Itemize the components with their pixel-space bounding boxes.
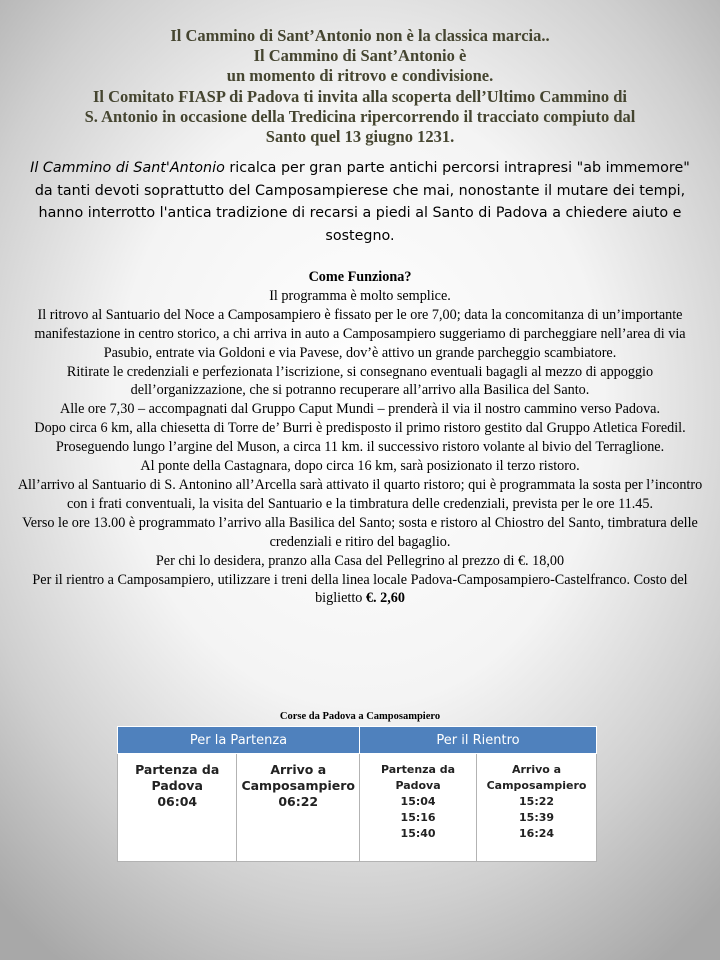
program-paragraph: Al ponte della Castagnara, dopo circa 16 km, sarà posizionato il terzo ristoro. bbox=[140, 458, 580, 475]
cell-title: Partenza da Padova bbox=[135, 762, 220, 793]
schedule-table bbox=[117, 726, 597, 862]
schedule-header-row bbox=[118, 727, 597, 754]
cell-title: Arrivo a Camposampiero bbox=[241, 762, 355, 793]
header-return: Per il Rientro bbox=[360, 727, 597, 754]
program-paragraph: Verso le ore 13.00 è programmato l’arrivo alla Basilica del Santo; sosta e ristoro al Chiostro del Santo, timbratura delle credenziali e ritiro del bagaglio. bbox=[22, 514, 698, 550]
intro-line: Il Cammino di Sant’Antonio è bbox=[253, 46, 467, 66]
cell-title: Arrivo a Camposampiero bbox=[486, 763, 587, 792]
program-paragraph: Alle ore 7,30 – accompagnati dal Gruppo Caput Mundi – prenderà il via il nostro cammino verso Padova. bbox=[59, 401, 661, 418]
cell-time: 15:22 bbox=[519, 795, 555, 808]
cell-time: 06:04 bbox=[157, 794, 198, 809]
program-paragraph: Il ritrovo al Santuario del Noce a Camposampiero è fissato per le ore 7,00; data la concomitanza di un’importante manifestazione in centro storico, a chi arriva in auto a Camposampiero suggeriamo di parcheggiare nell’area di via Pasubio, entrate via Goldoni e via Pavese, dov’è attivo un grande parcheggio scambiatore. bbox=[34, 306, 686, 361]
schedule-cell bbox=[477, 754, 597, 862]
intro-line: Il Cammino di Sant’Antonio non è la classica marcia.. bbox=[170, 26, 550, 45]
ticket-price: €. 2,60 bbox=[365, 590, 405, 607]
schedule-caption: Corse da Padova a Camposampiero bbox=[279, 711, 441, 722]
program-paragraph: Ritirate le credenziali e perfezionata l’iscrizione, si consegnano eventuali bagagli al mezzo di appoggio dell’organizzazione, che si potranno recuperare all’arrivo alla Basilica del Santo. bbox=[66, 363, 654, 399]
program-paragraph: Il programma è molto semplice. bbox=[269, 287, 451, 304]
cell-time: 15:04 bbox=[400, 795, 436, 808]
description-emphasis: Il Cammino di Sant'Antonio bbox=[30, 160, 225, 176]
intro-line: Santo quel 13 giugno 1231. bbox=[265, 127, 455, 147]
cell-time: 16:24 bbox=[519, 827, 555, 840]
program-paragraph: Per chi lo desidera, pranzo alla Casa del Pellegrino al prezzo di €. 18,00 bbox=[155, 552, 565, 569]
program-paragraph: Dopo circa 6 km, alla chiesetta di Torre de’ Burri è predisposto il primo ristoro gestito dal Gruppo Atletica Foredil. bbox=[34, 420, 686, 437]
train-info bbox=[10, 571, 710, 609]
header-departure: Per la Partenza bbox=[118, 727, 360, 754]
intro-line: un momento di ritrovo e condivisione. bbox=[226, 66, 494, 86]
intro-line: S. Antonio in occasione della Tredicina ripercorrendo il tracciato compiuto dal bbox=[84, 106, 636, 126]
program-section bbox=[10, 268, 710, 608]
cell-title: Partenza da Padova bbox=[380, 763, 456, 792]
train-text: Per il rientro a Camposampiero, utilizzare i treni della linea locale Padova-Camposampiero-Castelfranco. Costo del biglietto bbox=[32, 571, 688, 607]
cell-time: 15:40 bbox=[400, 827, 436, 840]
cell-time: 15:39 bbox=[519, 811, 555, 824]
description-text: ricalca per gran parte antichi percorsi intrapresi "ab immemore" da tanti devoti soprattutto del Camposampierese che mai, nonostante il mutare dei tempi, hanno interrotto l'antica tradizione di recarsi a piedi al Santo di Padova a chiedere aiuto e sostegno. bbox=[34, 160, 690, 244]
schedule-cell bbox=[360, 754, 477, 862]
cell-time: 06:22 bbox=[278, 794, 319, 809]
cell-time: 15:16 bbox=[400, 811, 436, 824]
program-heading: Come Funziona? bbox=[308, 269, 412, 285]
intro-line: Il Comitato FIASP di Padova ti invita alla scoperta dell’Ultimo Cammino di bbox=[93, 86, 627, 106]
description-paragraph bbox=[20, 157, 700, 247]
program-paragraph: All’arrivo al Santuario di S. Antonino all’Arcella sarà attivato il quarto ristoro; qui è programmata la sosta per l’incontro con i frati conventuali, la visita del Santuario e la timbratura delle credenziali, prevista per le ore 11.45. bbox=[17, 476, 703, 512]
intro-block bbox=[20, 26, 700, 147]
program-paragraph: Proseguendo lungo l’argine del Muson, a circa 11 km. il successivo ristoro volante al bivio del Terraglione. bbox=[55, 439, 665, 456]
schedule-cell bbox=[118, 754, 237, 862]
schedule-row bbox=[118, 754, 597, 862]
schedule-cell bbox=[237, 754, 360, 862]
